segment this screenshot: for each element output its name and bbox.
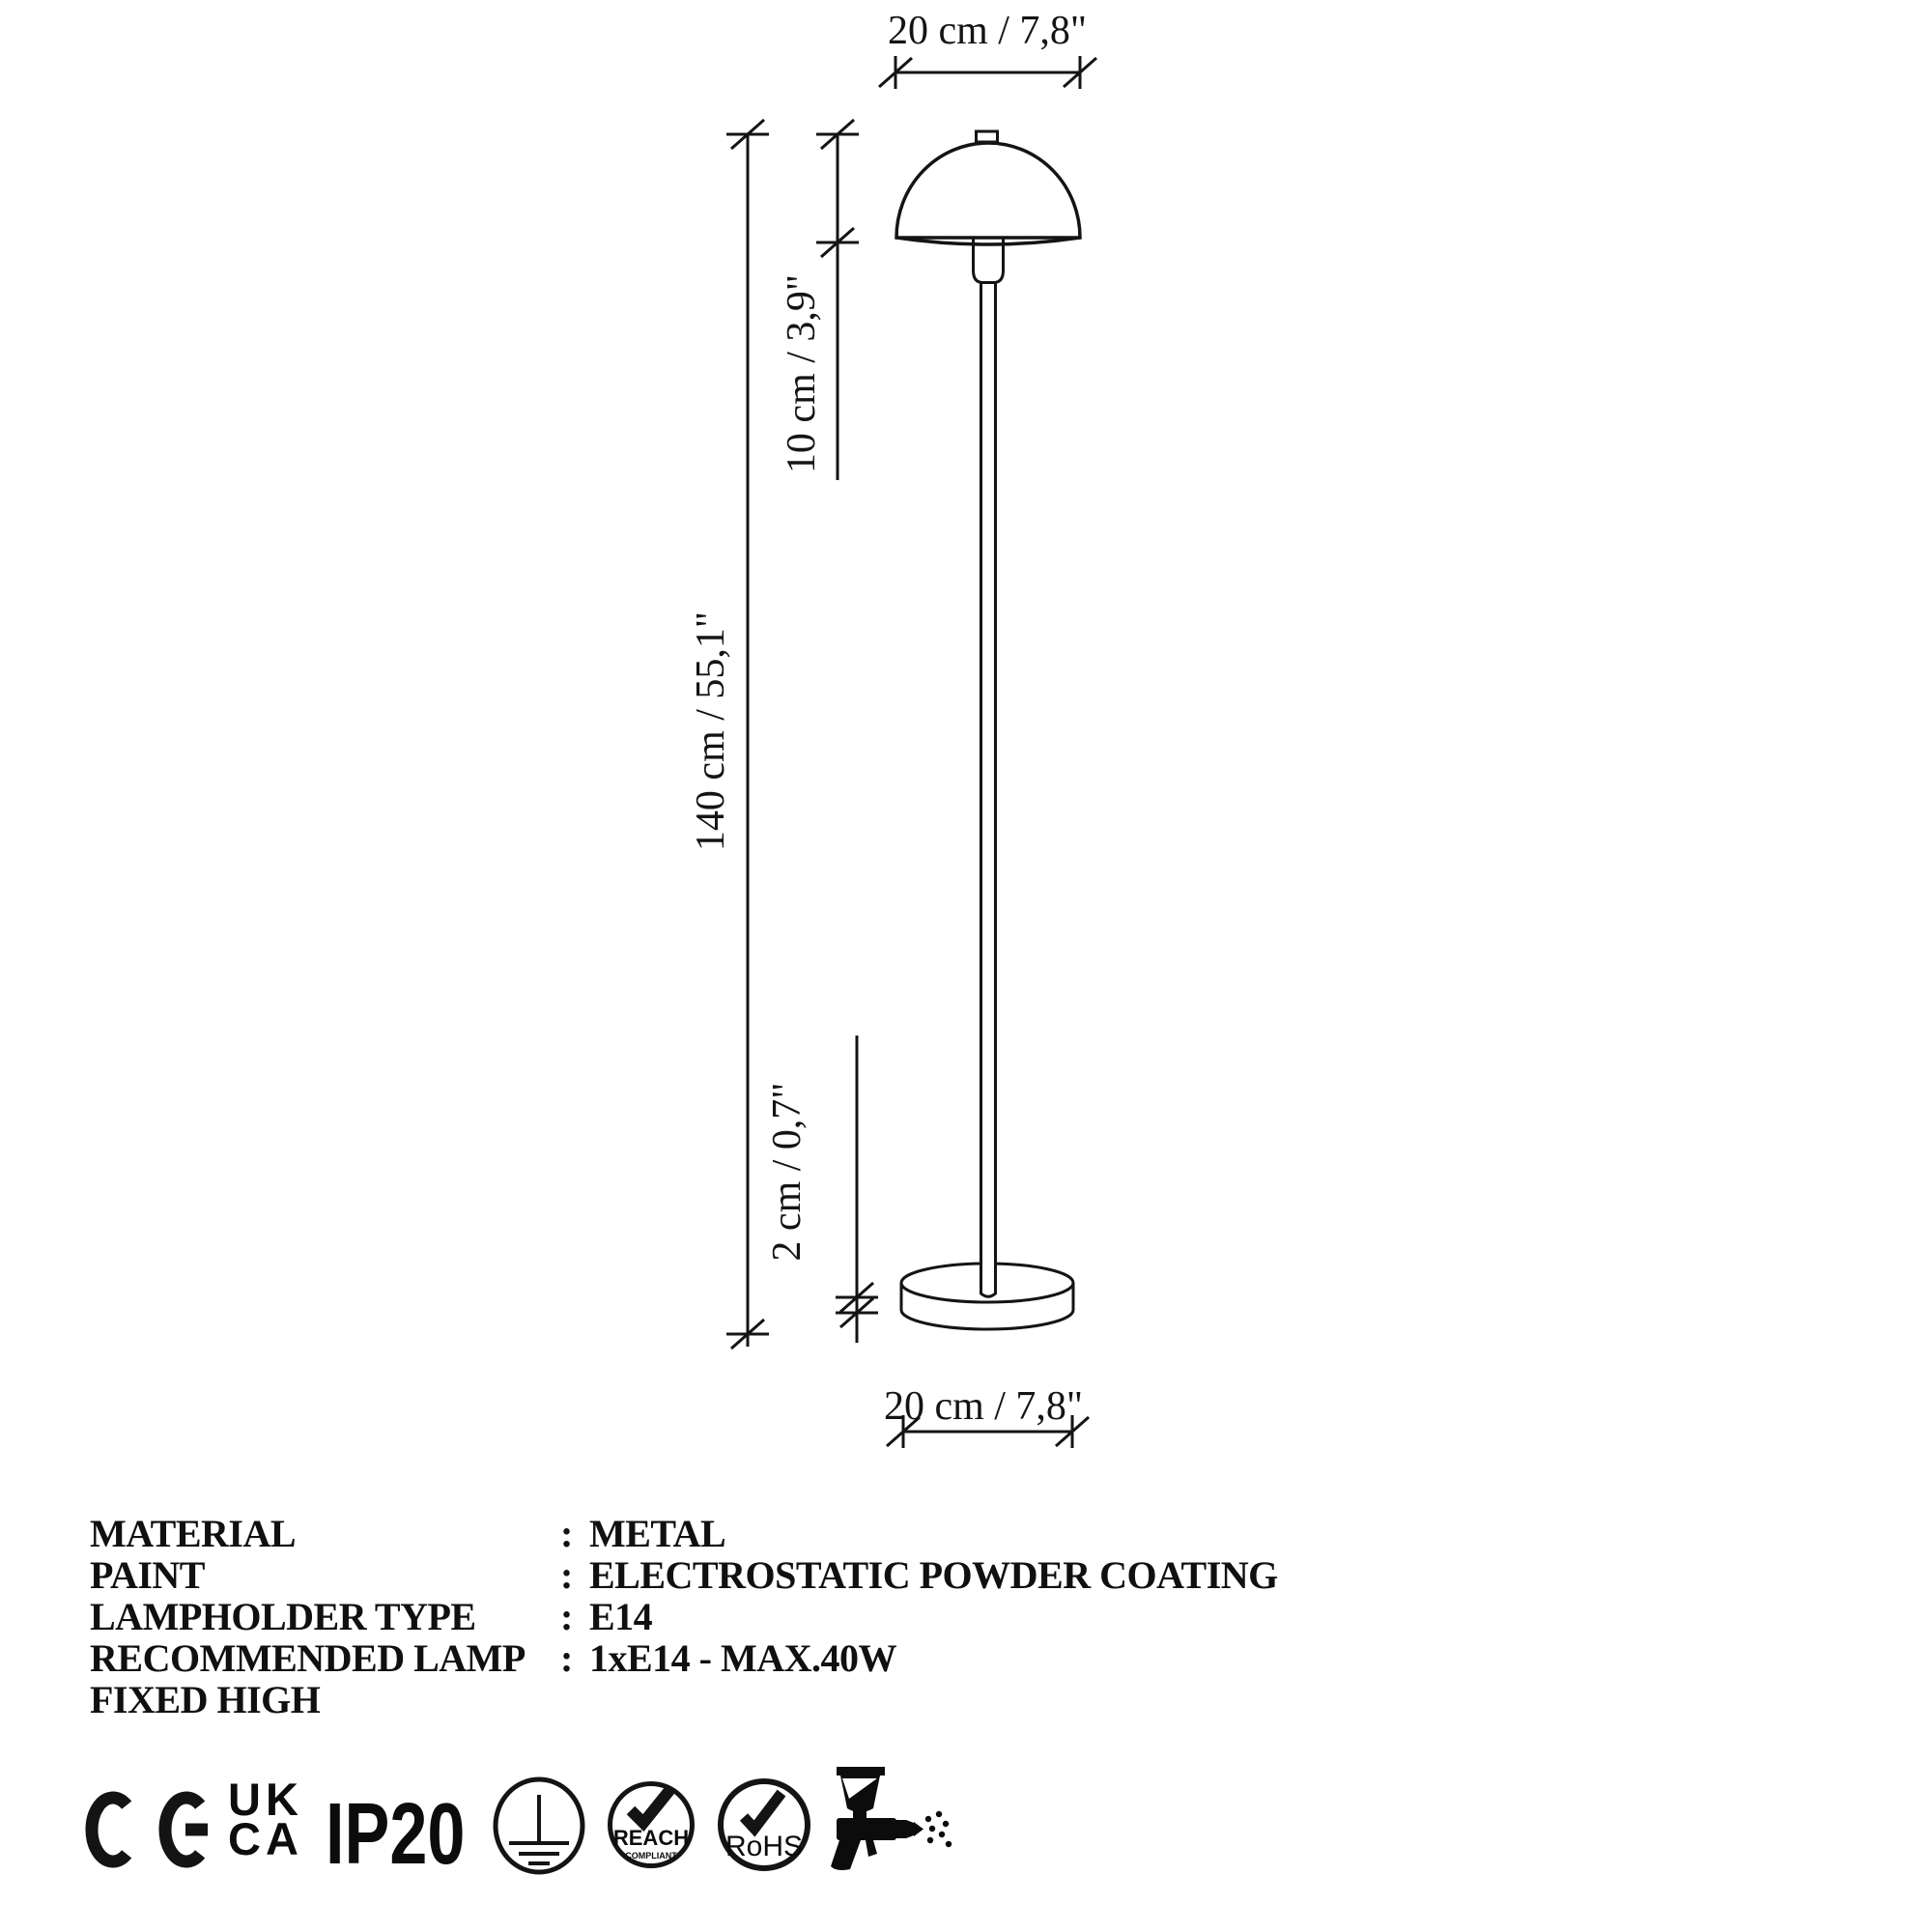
ukca-line2: CA <box>228 1813 303 1864</box>
rohs-checkmark-icon <box>744 1793 781 1829</box>
spec-separator: : <box>560 1553 573 1597</box>
reach-compliant-icon <box>611 1784 693 1866</box>
spec-label: FIXED HIGH <box>90 1678 321 1721</box>
dim-label-base-thickness: 2 cm / 0,7" <box>765 1082 810 1262</box>
spec-value: 1xE14 - MAX.40W <box>589 1636 897 1680</box>
dim-label-shade-height: 10 cm / 3,9" <box>780 273 824 474</box>
reach-label: REACH <box>612 1826 690 1850</box>
dim-label-shade-width: 20 cm / 7,8" <box>887 9 1088 53</box>
ce-mark-icon <box>92 1798 208 1861</box>
spec-label: MATERIAL <box>90 1512 297 1555</box>
reach-sublabel: COMPLIANT <box>625 1851 677 1861</box>
dim-label-base-width: 20 cm / 7,8" <box>883 1384 1084 1429</box>
spec-row-lampholder-type <box>90 1596 1278 1637</box>
dimension-line-shade-width <box>879 56 1096 89</box>
ip20-rating: IP20 <box>326 1786 466 1883</box>
shade-finial-knob <box>977 131 998 142</box>
rohs-label: RoHS <box>724 1831 804 1862</box>
spec-separator: : <box>560 1636 573 1680</box>
spec-row-fixed-high <box>90 1679 1278 1720</box>
spec-label: LAMPHOLDER TYPE <box>90 1595 476 1638</box>
lamp-stem <box>981 283 996 1297</box>
ukca-mark-icon <box>228 1774 303 1864</box>
spec-value: ELECTROSTATIC POWDER COATING <box>589 1553 1278 1597</box>
spec-label: RECOMMENDED LAMP <box>90 1636 526 1680</box>
reach-checkmark-icon <box>631 1788 671 1823</box>
spec-row-paint <box>90 1554 1278 1596</box>
rohs-icon <box>721 1781 808 1868</box>
earth-ground-icon <box>496 1779 582 1872</box>
spray-dots <box>925 1811 952 1847</box>
spec-row-material <box>90 1513 1278 1554</box>
lamp-shade-dome <box>896 131 1080 244</box>
dim-label-total-height: 140 cm / 55,1" <box>689 611 733 852</box>
specification-table <box>90 1513 1278 1720</box>
dimension-line-base-thickness <box>836 1036 878 1343</box>
spec-value: E14 <box>589 1595 653 1638</box>
spec-separator: : <box>560 1512 573 1555</box>
spec-separator: : <box>560 1595 573 1638</box>
spec-value: METAL <box>589 1512 726 1555</box>
spec-label: PAINT <box>90 1553 205 1597</box>
floor-lamp-drawing <box>896 131 1080 1329</box>
spec-row-recommended-lamp <box>90 1637 1278 1679</box>
spray-gun-icon <box>831 1767 952 1870</box>
ukca-line1: UK <box>228 1774 303 1825</box>
spec-separator <box>560 1679 589 1720</box>
